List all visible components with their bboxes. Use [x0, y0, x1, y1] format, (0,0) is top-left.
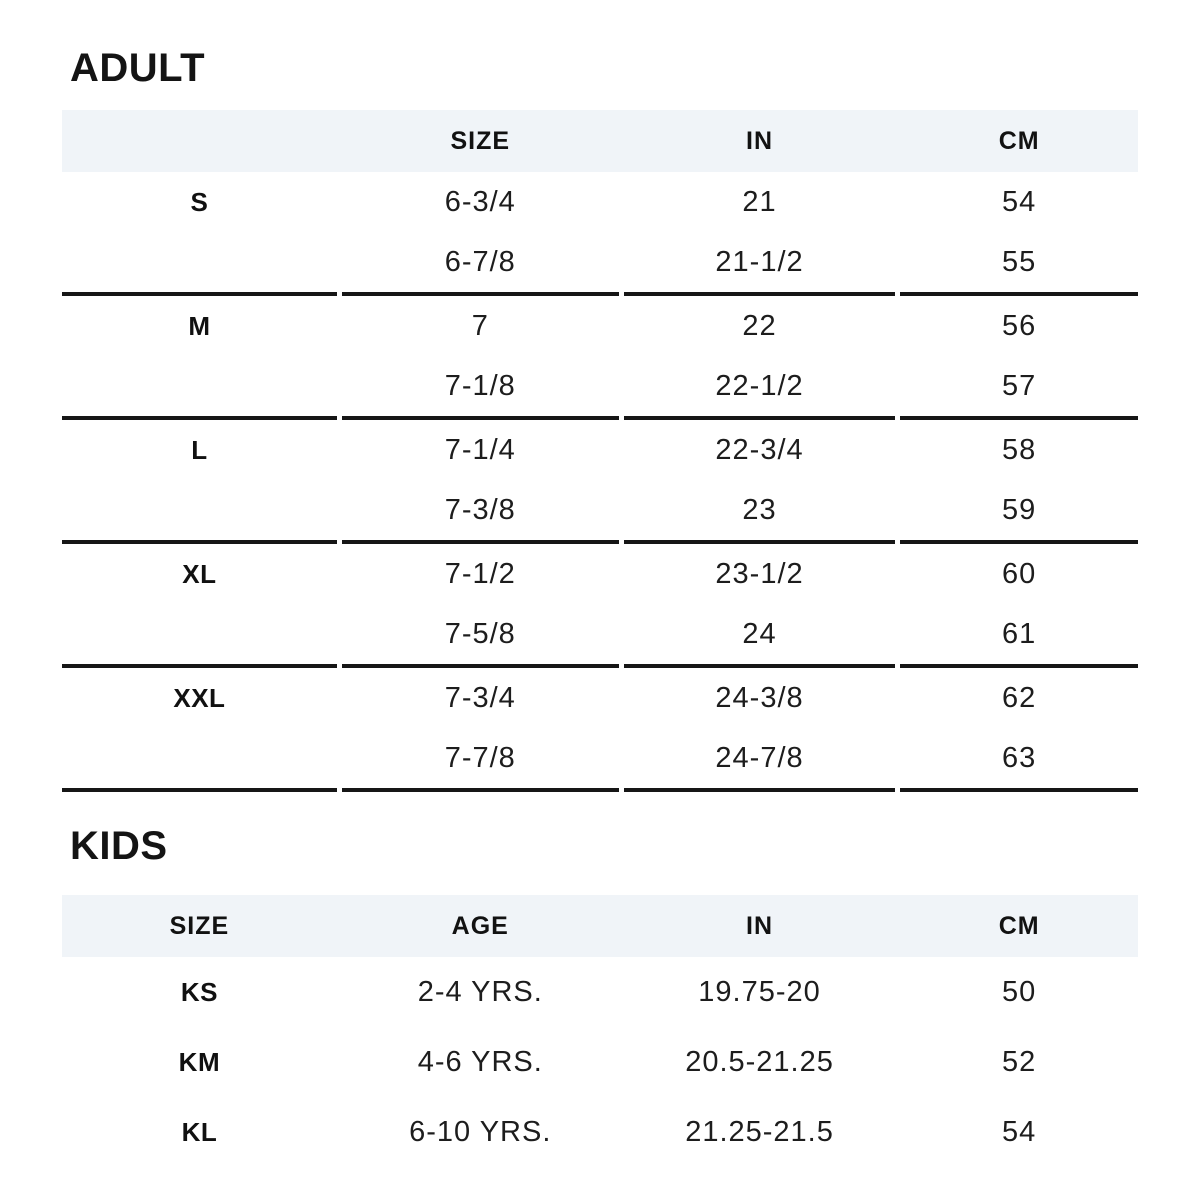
adult-header-cm: CM — [998, 126, 1040, 155]
kids-table-cell: 52 — [1002, 1045, 1037, 1078]
divider-bar — [624, 788, 896, 792]
adult-table-cell: 6-3/4 — [444, 185, 516, 218]
adult-table-row — [62, 668, 1138, 728]
adult-table-cell: 7-7/8 — [444, 741, 516, 774]
kids-section-title: KIDS — [70, 824, 168, 868]
group-divider — [62, 416, 1138, 420]
adult-table-cell: 55 — [1002, 245, 1037, 278]
adult-table-cell: 7-1/8 — [444, 369, 516, 402]
adult-table-cell: 7-5/8 — [444, 617, 516, 650]
divider-bar — [342, 788, 619, 792]
adult-table-row — [62, 604, 1138, 664]
kids-table-cell: 21.25-21.5 — [685, 1115, 834, 1148]
adult-table-cell: 61 — [1002, 617, 1037, 650]
adult-table-row — [62, 172, 1138, 232]
adult-table-row — [62, 232, 1138, 292]
adult-size-group-label: XXL — [173, 682, 226, 713]
adult-table-row — [62, 356, 1138, 416]
adult-table-cell: 23 — [742, 493, 777, 526]
adult-table-cell: 21-1/2 — [715, 245, 804, 278]
kids-header-size: SIZE — [169, 911, 230, 940]
adult-table-cell: 7-3/4 — [444, 681, 516, 714]
kids-table-cell: 4-6 YRS. — [417, 1045, 543, 1078]
kids-size-label: KL — [181, 1116, 218, 1147]
divider-bar — [900, 664, 1138, 668]
divider-bar — [62, 540, 337, 544]
adult-table-cell: 21 — [742, 185, 777, 218]
adult-size-table — [62, 110, 1138, 792]
adult-table-cell: 63 — [1002, 741, 1037, 774]
kids-header-cm: CM — [998, 911, 1040, 940]
adult-table-row — [62, 420, 1138, 480]
adult-table-cell: 24 — [742, 617, 777, 650]
kids-header-in: IN — [746, 911, 774, 940]
group-divider — [62, 788, 1138, 792]
divider-bar — [624, 540, 896, 544]
kids-table-row — [62, 1097, 1138, 1167]
adult-table-cell: 7-1/2 — [444, 557, 516, 590]
kids-table-body — [62, 957, 1138, 1167]
group-divider — [62, 540, 1138, 544]
adult-table-cell: 58 — [1002, 433, 1037, 466]
adult-table-cell: 59 — [1002, 493, 1037, 526]
adult-table-row — [62, 544, 1138, 604]
divider-bar — [62, 664, 337, 668]
kids-table-cell: 20.5-21.25 — [685, 1045, 834, 1078]
adult-table-cell: 7-3/8 — [444, 493, 516, 526]
adult-table-body — [62, 172, 1138, 792]
adult-section-title: ADULT — [70, 46, 206, 90]
adult-table-cell: 62 — [1002, 681, 1037, 714]
adult-table-cell: 54 — [1002, 185, 1037, 218]
kids-header-age: AGE — [451, 911, 509, 940]
divider-bar — [62, 788, 337, 792]
divider-bar — [900, 292, 1138, 296]
kids-table-row — [62, 957, 1138, 1027]
divider-bar — [62, 416, 337, 420]
divider-bar — [900, 416, 1138, 420]
divider-bar — [624, 416, 896, 420]
adult-table-cell: 24-7/8 — [715, 741, 804, 774]
group-divider — [62, 664, 1138, 668]
kids-size-table — [62, 895, 1138, 1167]
adult-table-header-row — [62, 110, 1138, 172]
adult-table-cell: 22-1/2 — [715, 369, 804, 402]
adult-table-cell: 60 — [1002, 557, 1037, 590]
adult-header-size: SIZE — [450, 126, 511, 155]
kids-table-cell: 6-10 YRS. — [409, 1115, 552, 1148]
kids-size-label: KS — [180, 976, 218, 1007]
divider-bar — [900, 540, 1138, 544]
divider-bar — [624, 664, 896, 668]
kids-size-label: KM — [178, 1046, 221, 1077]
divider-bar — [342, 416, 619, 420]
kids-table-cell: 50 — [1002, 975, 1037, 1008]
adult-table-cell: 24-3/8 — [715, 681, 804, 714]
adult-table-row — [62, 480, 1138, 540]
kids-table-cell: 19.75-20 — [698, 975, 821, 1008]
adult-size-group-label: L — [191, 434, 208, 465]
adult-table-cell: 57 — [1002, 369, 1037, 402]
kids-table-cell: 2-4 YRS. — [417, 975, 543, 1008]
divider-bar — [900, 788, 1138, 792]
adult-table-cell: 22 — [742, 309, 777, 342]
adult-table-cell: 23-1/2 — [715, 557, 804, 590]
divider-bar — [62, 292, 337, 296]
adult-table-row — [62, 296, 1138, 356]
adult-table-cell: 22-3/4 — [715, 433, 804, 466]
adult-table-cell: 7 — [471, 309, 489, 342]
adult-header-in: IN — [746, 126, 774, 155]
kids-table-header-row — [62, 895, 1138, 957]
adult-size-group-label: M — [188, 310, 211, 341]
kids-table-row — [62, 1027, 1138, 1097]
adult-table-row — [62, 728, 1138, 788]
adult-size-group-label: S — [190, 186, 209, 217]
adult-table-cell: 7-1/4 — [444, 433, 516, 466]
divider-bar — [342, 540, 619, 544]
kids-table-cell: 54 — [1002, 1115, 1037, 1148]
group-divider — [62, 292, 1138, 296]
divider-bar — [624, 292, 896, 296]
adult-table-cell: 6-7/8 — [444, 245, 516, 278]
adult-size-group-label: XL — [182, 558, 217, 589]
divider-bar — [342, 292, 619, 296]
adult-table-cell: 56 — [1002, 309, 1037, 342]
divider-bar — [342, 664, 619, 668]
